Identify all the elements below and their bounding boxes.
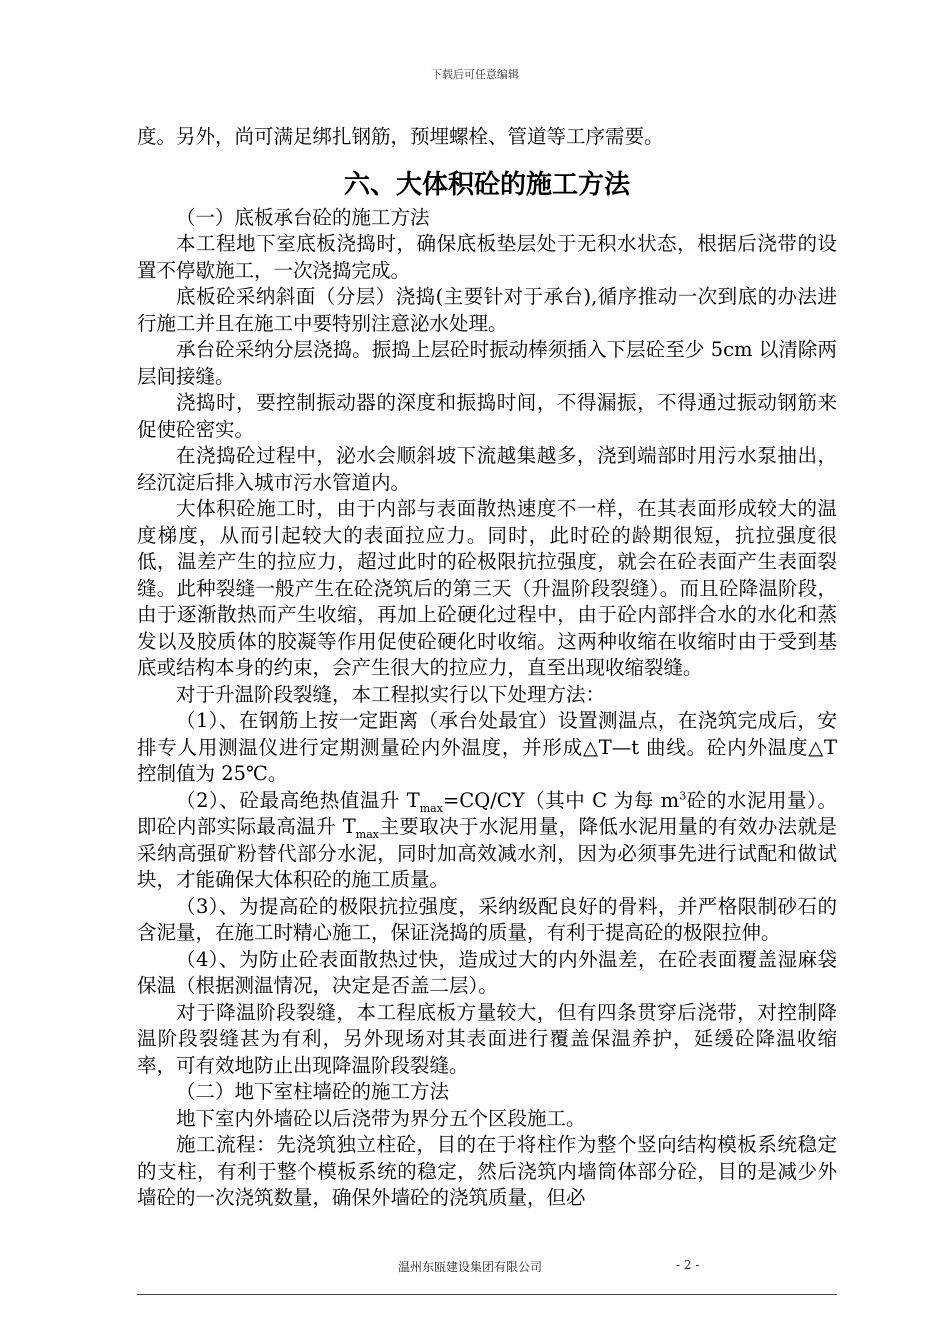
paragraph: 地下室内外墙砼以后浇带为界分五个区段施工。 (176, 1106, 586, 1130)
section-title: 六、大体积砼的施工方法 (343, 169, 630, 200)
paragraph-item-2 (137, 788, 837, 894)
footer-rule (137, 1294, 837, 1295)
text-run: =CQ/CY（其中 C 为每 m (442, 788, 680, 812)
paragraph: 施工流程：先浇筑独立柱砼，目的在于将柱作为整个竖向结构模板系统稳定的支柱，有利于整个模板系统的稳定，然后浇筑内墙筒体部分砼，目的是减少外墙砼的一次浇筑数量，确保外墙砼的浇筑质量，但必 (137, 1133, 837, 1209)
paragraph: （4）、为防止砼表面散热过快，造成过大的内外温差，在砼表面覆盖湿麻袋保温（根据测温情况，决定是否盖二层）。 (137, 947, 837, 997)
page-header: 下载后可任意编辑 (431, 68, 519, 81)
document-body (137, 124, 837, 1212)
paragraph: （1）、在钢筋上按一定距离（承台处最宜）设置测温点，在浇筑完成后，安排专人用测温仪进行定期测量砼内外温度，并形成△T—t 曲线。砼内外温度△T 控制值为 25℃。 (137, 709, 837, 785)
subsection-heading-2: （二）地下室柱墙砼的施工方法 (176, 1080, 450, 1103)
paragraph: （3）、为提高砼的极限抗拉强度，采纳级配良好的骨料，并严格限制砂石的含泥量，在施工时精心施工，保证浇捣的质量，有利于提高砼的极限拉伸。 (137, 894, 837, 944)
paragraph: 本工程地下室底板浇捣时，确保底板垫层处于无积水状态，根据后浇带的设置不停歇施工，一次浇捣完成。 (137, 232, 837, 282)
intro-paragraph: 度。另外，尚可满足绑扎钢筋，预埋螺栓、管道等工序需要。 (137, 125, 664, 148)
paragraph: 对于升温阶段裂缝，本工程拟实行以下处理方法： (176, 682, 606, 706)
subsection-heading-1: （一）底板承台砼的施工方法 (176, 205, 430, 229)
paragraph: 对于降温阶段裂缝，本工程底板方量较大，但有四条贯穿后浇带，对控制降温阶段裂缝甚为有利，另外现场对其表面进行覆盖保温养护，延缓砼降温收缩率，可有效地防止出现降温阶段裂缝。 (137, 1000, 837, 1077)
paragraph: 浇捣时，要控制振动器的深度和振捣时间，不得漏振，不得通过振动钢筋来促使砼密实。 (137, 391, 837, 441)
paragraph: 承台砼采纳分层浇捣。振捣上层砼时振动棒须插入下层砼至少 5cm 以清除两层间接缝。 (137, 338, 837, 388)
paragraph: 底板砼采纳斜面（分层）浇捣(主要针对于承台),循序推动一次到底的办法进行施工并且在施工中要特别注意泌水处理。 (137, 285, 837, 335)
footer-company: 温州东瓯建设集团有限公司 (398, 1260, 543, 1274)
superscript: 3 (679, 789, 687, 802)
subscript: max (355, 827, 379, 841)
text-run: （2）、砼最高绝热值温升 T (176, 788, 420, 812)
text-run: 主要取决于水泥用量，降低水泥用量的有效办法就是采纳高强矿粉替代部分水泥，同时加高效减水剂，因为必须事先进行试配和做试块，才能确保大体积砼的施工质量。 (137, 815, 837, 891)
paragraph: 在浇捣砼过程中，泌水会顺斜坡下流越集越多，浇到端部时用污水泵抽出，经沉淀后排入城市污水管道内。 (137, 444, 837, 494)
subscript: max (419, 801, 443, 815)
page-number: - 2 - (676, 1258, 700, 1272)
text-run: 砼的水泥用量）。即砼内部实际最高温升 T (137, 788, 837, 838)
paragraph: 大体积砼施工时，由于内部与表面散热速度不一样，在其表面形成较大的温度梯度，从而引起较大的表面拉应力。同时，此时砼的龄期很短，抗拉强度很低，温差产生的拉应力，超过此时的砼极限抗拉强度，就会在砼表面产生表面裂缝。此种裂缝一般产生在砼浇筑后的第三天（升温阶段裂缝）。而且砼降温阶段，由于逐渐散热而产生收缩，再加上砼硬化过程中，由于砼内部拌合水的水化和蒸发以及胶质体的胶凝等作用促使砼硬化时收缩。这两种收缩在收缩时由于受到基底或结构本身的约束，会产生很大的拉应力，直至出现收缩裂缝。 (137, 497, 837, 679)
